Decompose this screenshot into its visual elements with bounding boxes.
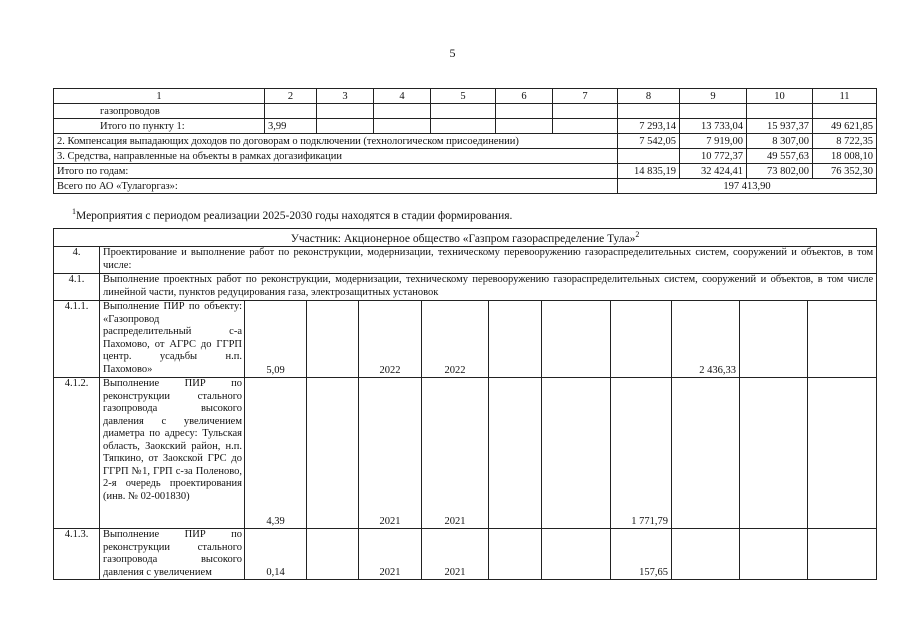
cell: 7 542,05	[618, 134, 680, 149]
header-cell: 5	[431, 89, 496, 104]
item-row	[54, 378, 877, 529]
cell: 76 352,30	[813, 164, 877, 179]
cell: 2022	[422, 301, 489, 378]
cell: 2021	[359, 529, 422, 580]
header-cell: 9	[680, 89, 747, 104]
cell	[672, 378, 740, 529]
projects-table	[53, 228, 877, 580]
row-label: Итого по пункту 1:	[54, 119, 265, 134]
header-cell: 6	[496, 89, 553, 104]
cell: 0,14	[245, 529, 307, 580]
compensation-row	[54, 134, 877, 149]
cell: 32 424,41	[680, 164, 747, 179]
cell: 10 772,37	[680, 149, 747, 164]
section-text: Выполнение проектных работ по реконструкции, модернизации, техническому перевооружению газораспределительных систем, сооружений и объектов, в том числе линейной части, пунктов редуцирования газа, электрозащитных установок	[100, 274, 877, 301]
cell: 5,09	[245, 301, 307, 378]
header-cell: 2	[265, 89, 317, 104]
cell: 4,39	[245, 378, 307, 529]
cell: 157,65	[611, 529, 672, 580]
footnote-text: Мероприятия с периодом реализации 2025-2030 годы находятся в стадии формирования.	[76, 209, 513, 222]
section-4-row	[54, 247, 877, 274]
cell: 15 937,37	[747, 119, 813, 134]
section-4-1-row	[54, 274, 877, 301]
item-row	[54, 529, 877, 580]
cell	[672, 529, 740, 580]
cell: 73 802,00	[747, 164, 813, 179]
participant-row	[54, 229, 877, 247]
cell: 8 722,35	[813, 134, 877, 149]
section-text: Проектирование и выполнение работ по реконструкции, модернизации, техническому перевооружению газораспределительных систем, сооружений и объектов, в том числе:	[100, 247, 877, 274]
cell: 7 293,14	[618, 119, 680, 134]
section-number: 4.1.	[54, 274, 100, 301]
header-cell: 8	[618, 89, 680, 104]
header-cell: 3	[317, 89, 374, 104]
years-total-row	[54, 164, 877, 179]
participant-marker: 2	[635, 230, 640, 240]
cell: 1 771,79	[611, 378, 672, 529]
grand-total-row	[54, 179, 877, 194]
item-row	[54, 301, 877, 378]
header-cell: 11	[813, 89, 877, 104]
row-label: газопроводов	[54, 104, 265, 119]
cell: 49 557,63	[747, 149, 813, 164]
header-cell: 4	[374, 89, 431, 104]
page-number: 5	[449, 46, 456, 60]
item-name: Выполнение ПИР по объекту: «Газопровод распределительный с-а Пахомово, от АГРС до ГГРП центр. усадьбы н.п. Пахомово»	[100, 301, 245, 378]
gas-pipelines-row	[54, 104, 877, 119]
cell: 14 835,19	[618, 164, 680, 179]
cell: 49 621,85	[813, 119, 877, 134]
footnote	[72, 207, 512, 222]
footnote-marker: 1	[72, 207, 76, 216]
cell: 2021	[422, 378, 489, 529]
cell: 2021	[422, 529, 489, 580]
item-number: 4.1.2.	[54, 378, 100, 529]
cell: 2 436,33	[672, 301, 740, 378]
cell: 7 919,00	[680, 134, 747, 149]
cell: 2021	[359, 378, 422, 529]
subtotal-row	[54, 119, 877, 134]
cell: 13 733,04	[680, 119, 747, 134]
row-label: Итого по годам:	[54, 164, 618, 179]
row-label: 2. Компенсация выпадающих доходов по договорам о подключении (технологическом присоединении)	[54, 134, 618, 149]
header-cell: 10	[747, 89, 813, 104]
item-name: Выполнение ПИР по реконструкции стального газопровода высокого давления с увеличением	[100, 529, 245, 580]
gasification-row	[54, 149, 877, 164]
summary-table	[53, 88, 877, 194]
item-number: 4.1.1.	[54, 301, 100, 378]
cell: 3,99	[265, 119, 317, 134]
header-cell: 1	[54, 89, 265, 104]
section-number: 4.	[54, 247, 100, 274]
participant-cell	[54, 229, 877, 247]
item-name: Выполнение ПИР по реконструкции стального газопровода высокого давления с увеличением диаметра по адресу: Тульская область, Заокский район, н.п. Тяпкино, от Заокской ГРС до ГГРП №1, ГРП с-за Поленово, 2-я очередь проектирования (инв. № 02-001830)	[100, 378, 245, 529]
row-label: 3. Средства, направленные на объекты в рамках догазификации	[54, 149, 618, 164]
item-number: 4.1.3.	[54, 529, 100, 580]
participant-text: Участник: Акционерное общество «Газпром газораспределение Тула»	[290, 233, 636, 246]
cell: 2022	[359, 301, 422, 378]
cell	[611, 301, 672, 378]
grand-total-value: 197 413,90	[618, 179, 877, 194]
header-cell: 7	[553, 89, 618, 104]
row-label: Всего по АО «Тулагоргаз»:	[54, 179, 618, 194]
cell: 18 008,10	[813, 149, 877, 164]
header-row	[54, 89, 877, 104]
cell: 8 307,00	[747, 134, 813, 149]
